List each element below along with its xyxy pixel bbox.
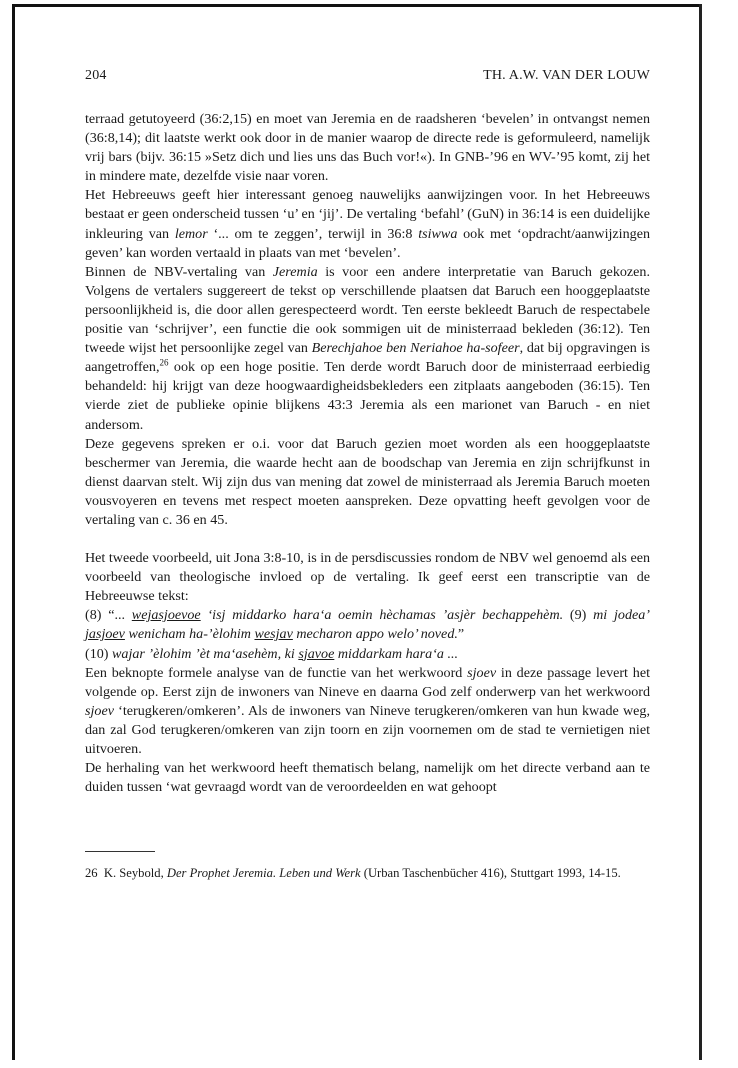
paragraph-7: De herhaling van het werkwoord heeft thematisch belang, namelijk om het directe verband aan te duiden tussen ‘wat gevraagd wordt van de veroordeelden en wat gehoopt bbox=[85, 760, 650, 796]
section-gap bbox=[85, 530, 650, 549]
scan-border-right bbox=[699, 4, 702, 1060]
paragraph-3: Binnen de NBV-vertaling van Jeremia is voor een andere interpretatie van Baruch gekozen. Volgens de vertalers suggereert de tekst op verschillende plaatsen dat Baruch een hooggeplaatste persoonlijkheid is, die door allen gerespecteerd wordt. Ten eerste bekleedt Baruch de respectabele positie van ‘schrijver’, een functie die ook sommigen uit de ministerraad bekleden (36:12). Ten tweede wijst het persoonlijke zegel van Berechjahoe ben Neriahoe ha-sofeer, dat bij opgravingen is aangetroffen,$^{26}$ ook op een hoge positie. Ten derde wordt Baruch door de ministerraad eerbiedig behandeld: hij krijgt van deze hoogwaardigheidsbekleders een zitplaats aangeboden (36:15). Ten vierde ziet de publieke opinie blijkens 43:3 Jeremia als een marionet van Baruch - en niet andersom. bbox=[85, 263, 650, 433]
running-title: TH. A.W. VAN DER LOUW bbox=[483, 68, 650, 83]
page-number: 204 bbox=[85, 68, 107, 83]
paragraph-5: Het tweede voorbeeld, uit Jona 3:8-10, is in de persdiscussies rondom de NBV wel genoemd als een voorbeeld van theologische invloed op de vertaling. Ik geef eerst een transcriptie van de Hebreeuwse tekst: bbox=[85, 550, 650, 605]
footnote-26: 26 K. Seybold, Der Prophet Jeremia. Leben und Werk (Urban Taschenbücher 416), Stuttgart 1993, 14-15. bbox=[85, 865, 621, 880]
scan-border-left bbox=[12, 4, 15, 1060]
body-text bbox=[85, 110, 650, 797]
paragraph-4: Deze gegevens spreken er o.i. voor dat Baruch gezien moet worden als een hooggeplaatste beschermer van Jeremia, die waarde hecht aan de boodschap van Jeremia en zijn schrijfkunst in dienst daarvan stelt. Wij zijn dus van mening dat zowel de ministerraad als Jeremia Baruch moeten vousvoyeren en tevens met respect moeten aanspreken. Deze opvatting heeft gevolgen voor de vertaling van c. 36 en 45. bbox=[85, 435, 650, 528]
paragraph-6: Een beknopte formele analyse van de functie van het werkwoord sjoev in deze passage levert het volgende op. Eerst zijn de inwoners van Nineve en daarna God zelf onderwerp van het werkwoord sjoev ‘terugkeren/omkeren’. Als de inwoners van Nineve terugkeren/omkeren van hun kwade weg, dan zal God terugkeren/omkeren van zijn toorn en zijn voornemen om de stad te vernietigen niet uitvoeren. bbox=[85, 664, 650, 757]
scan-border-top bbox=[12, 4, 702, 7]
transcription-verse-10: (10) wajar ’èlohim ’èt ma‘asehèm, ki sjavoe middarkam hara‘a ... bbox=[85, 645, 459, 662]
paragraph-1: terraad getutoyeerd (36:2,15) en moet van Jeremia en de raadsheren ‘bevelen’ in ontvangst nemen (36:8,14); dit laatste werkt ook door in de manier waarop de directe rede is geformuleerd, namelijk vrij bars (bijv. 36:15 »Setz dich und lies uns das Buch vor!«). In GNB-’96 en WV-’95 komt, zij het in mindere mate, dezelfde visie naar voren. bbox=[85, 111, 650, 185]
footnote-divider bbox=[85, 851, 155, 852]
footnote-ref-26[interactable]: 26 bbox=[159, 357, 169, 368]
paragraph-2: Het Hebreeuws geeft hier interessant genoeg nauwelijks aanwijzingen voor. In het Hebreeuws bestaat er geen onderscheid tussen ‘u’ en ‘jij’. De vertaling ‘befahl’ (GuN) in 36:14 is een duidelijke inkleuring van lemor ‘... om te zeggen’, terwijl in 36:8 tsiwwa ook met ‘opdracht/aanwijzingen geven’ kan worden vertaald in plaats van met ‘bevelen’. bbox=[85, 187, 650, 261]
transcription-verses-8-9: (8) “... wejasjoevoe ‘isj middarko hara‘a oemin hèchamas ’asjèr bechappehèm. (9) mi jodea’ jasjoev wenicham ha-’èlohim wesjav mecharon appo welo’ noved.” bbox=[85, 607, 650, 643]
book-page bbox=[85, 68, 650, 894]
running-header bbox=[85, 68, 650, 84]
